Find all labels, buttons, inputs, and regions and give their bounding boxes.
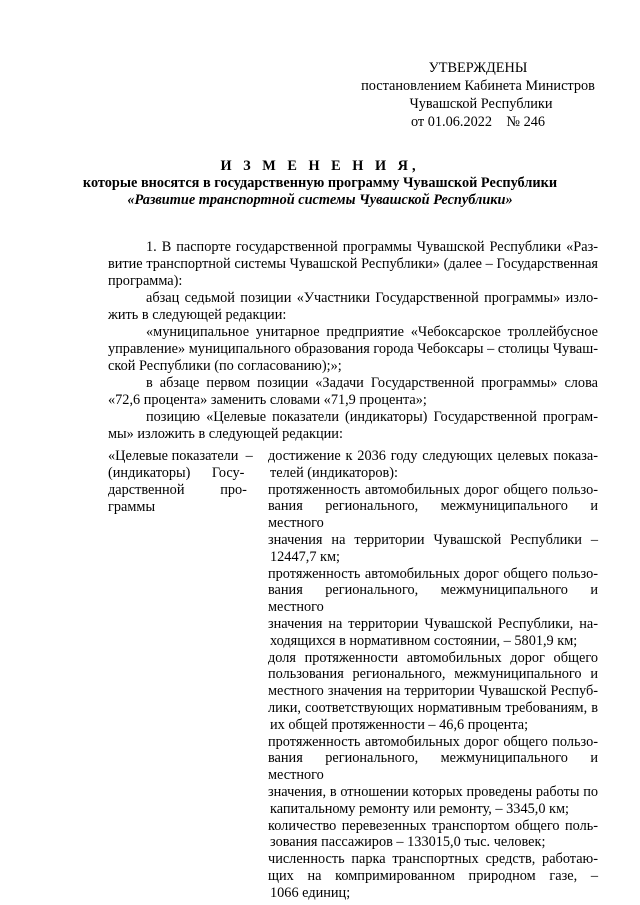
approval-decree: постановлением Кабинета Министров	[361, 78, 595, 94]
paragraph-2	[108, 290, 598, 324]
table-right-line: капитальному ремонту или ремонту, – 3345,0 км;	[270, 800, 570, 817]
table-right-line: пользования регионального, межмуниципального и	[268, 666, 598, 683]
table-right-line: ходящихся в нормативном состоянии, – 5801,9 км;	[270, 632, 578, 649]
approval-title: УТВЕРЖДЕНЫ	[428, 60, 528, 76]
paragraph-line: мы» изложить в следующей редакции:	[108, 426, 343, 443]
paragraph-3	[108, 324, 598, 375]
table-right-line: местного значения на территории Чувашской Респуб-	[268, 683, 598, 700]
paragraph-line: позицию «Целевые показатели (индикаторы) Государственной програм-	[146, 409, 598, 425]
table-right-line: лики, соответствующих нормативным требованиям, в	[268, 699, 598, 716]
approval-date-number: от 01.06.2022 № 246	[410, 114, 546, 130]
table-position-name	[108, 448, 266, 516]
table-right-line: зования пассажиров – 133015,0 тыс. человек;	[270, 834, 546, 851]
table-left-line: (индикаторы) Госу-	[108, 465, 245, 482]
table-left-line: граммы	[108, 499, 156, 516]
table-right-line: значения на территории Чувашской Республики –	[268, 531, 598, 548]
table-right-line: значения, в отношении которых проведены работы по	[268, 783, 598, 800]
document-title: И З М Е Н Е Н И Я,	[220, 158, 420, 174]
paragraph-4	[108, 375, 598, 409]
table-right-line: протяженность автомобильных дорог общего пользо-	[268, 565, 598, 582]
paragraph-line: 1. В паспорте государственной программы Чувашской Республики «Раз-	[146, 239, 598, 255]
table-right-line: доля протяженности автомобильных дорог общего	[268, 649, 598, 666]
paragraph-line: абзац седьмой позиции «Участники Государственной программы» изло-	[146, 290, 598, 306]
paragraph-line: в абзаце первом позиции «Задачи Государственной программы» слова	[146, 375, 598, 391]
table-right-line: достижение к 2036 году следующих целевых показа-	[268, 448, 598, 464]
paragraph-line: «муниципальное унитарное предприятие «Чебоксарское троллейбусное	[146, 324, 598, 340]
paragraph-1	[108, 239, 598, 290]
table-right-line: значения на территории Чувашской Республики, на-	[268, 615, 598, 632]
table-left-line: дарственной про-	[108, 482, 247, 499]
table-right-line: количество перевезенных транспортом общего поль-	[268, 817, 598, 834]
table-right-line: 12447,7 км;	[270, 548, 341, 565]
paragraph-line: «72,6 процента» заменить словами «71,9 процента»;	[108, 392, 427, 409]
table-right-line: их общей протяженности – 46,6 процента;	[270, 716, 529, 733]
table-right-line: вания регионального, межмуниципального и местного	[268, 582, 598, 616]
document-subtitle	[0, 175, 640, 209]
approval-block	[358, 59, 598, 131]
paragraph-line: витие транспортной системы Чувашской Республики» (далее – Государственная	[108, 256, 598, 273]
paragraph-5	[108, 409, 598, 443]
paragraph-line: управление» муниципального образования города Чебоксары – столицы Чуваш-	[108, 341, 598, 358]
paragraph-line: ской Республики (по согласованию);»;	[108, 358, 342, 375]
table-right-line: протяженность автомобильных дорог общего пользо-	[268, 481, 598, 498]
subtitle-line-2: «Развитие транспортной системы Чувашской Республики»	[127, 192, 513, 208]
table-right-line: протяженность автомобильных дорог общего пользо-	[268, 733, 598, 750]
table-right-line: вания регионального, межмуниципального и местного	[268, 498, 598, 532]
approval-republic: Чувашской Республики	[409, 96, 553, 112]
table-right-line: 1066 единиц;	[270, 884, 351, 901]
table-right-line: численность парка транспортных средств, работаю-	[268, 851, 598, 868]
table-right-line: вания регионального, межмуниципального и местного	[268, 750, 598, 784]
paragraph-line: жить в следующей редакции:	[108, 307, 287, 324]
subtitle-line-1: которые вносятся в государственную программу Чувашской Республики	[82, 175, 558, 191]
table-left-line: «Целевые показатели –	[108, 448, 253, 464]
table-right-line: щих на компримированном природном газе, –	[268, 867, 598, 884]
table-right-line: телей (индикаторов):	[270, 464, 398, 481]
paragraph-line: программа):	[108, 273, 183, 290]
table-position-content	[268, 448, 598, 902]
